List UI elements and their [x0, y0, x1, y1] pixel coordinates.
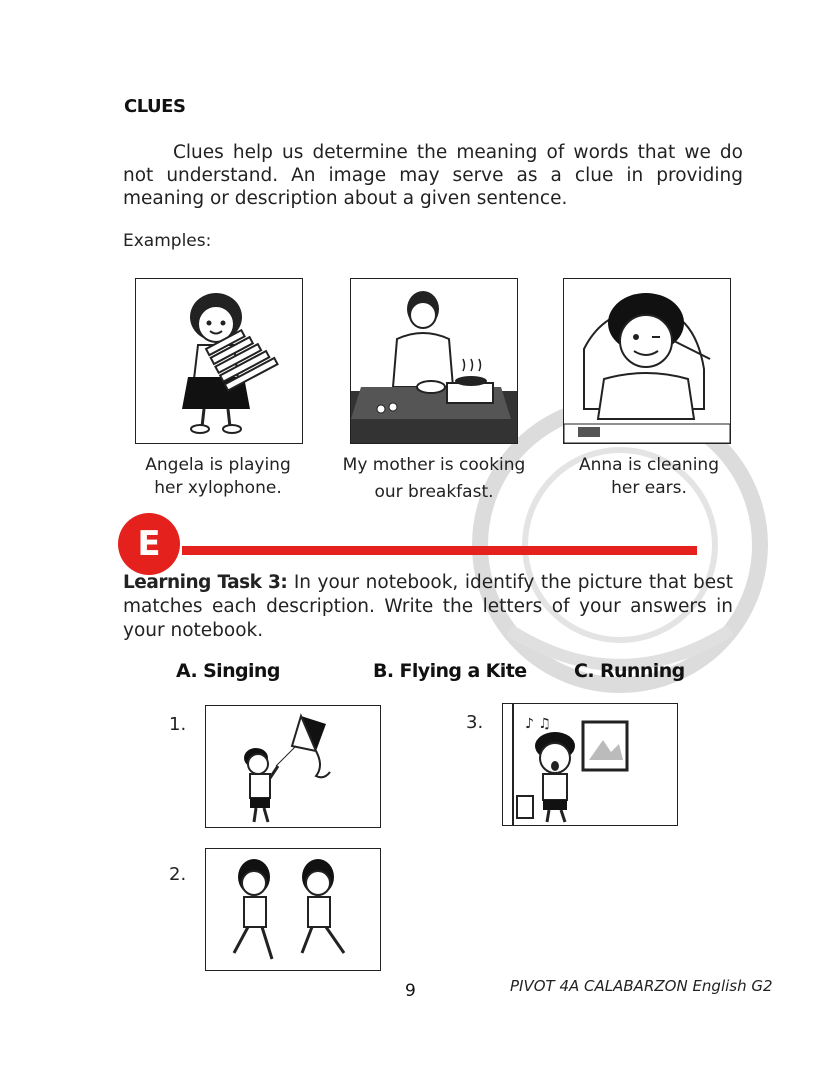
boy-singing-icon — [503, 704, 677, 825]
section-divider — [182, 546, 697, 555]
section-badge: E — [118, 513, 180, 575]
task-label: Learning Task 3: — [123, 572, 288, 593]
example-image-xylophone — [135, 278, 303, 444]
caption-line: Angela is playing — [145, 455, 291, 475]
girls-running-icon — [206, 849, 380, 970]
page-number: 9 — [405, 981, 416, 1001]
item-image-1 — [205, 705, 381, 828]
example-caption-3 — [539, 454, 759, 500]
task-instructions — [123, 571, 733, 643]
item-number-1: 1. — [169, 714, 187, 735]
item-number-2: 2. — [169, 864, 187, 885]
item-number-3: 3. — [466, 712, 484, 733]
mother-cooking-icon — [351, 279, 517, 443]
task-body: In your notebook, identify the picture that best matches each description. Write the letters of your answers in your notebook. — [123, 572, 733, 641]
choice-b: B. Flying a Kite — [373, 660, 527, 682]
section-title: CLUES — [124, 96, 186, 117]
boy-flying-kite-icon — [206, 706, 380, 827]
choice-c: C. Running — [574, 660, 685, 682]
intro-paragraph: Clues help us determine the meaning of words that we do not understand. An image may serve as a clue in providing meaning or description about a given sentence. — [123, 142, 743, 209]
girl-xylophone-icon — [136, 279, 302, 443]
caption-line: our breakfast. — [374, 482, 494, 502]
footer-text: PIVOT 4A CALABARZON English G2 — [510, 977, 773, 995]
example-image-cooking — [350, 278, 518, 444]
examples-label: Examples: — [123, 231, 212, 251]
caption-line: Anna is cleaning — [579, 455, 719, 475]
item-image-3 — [502, 703, 678, 826]
caption-line: her xylophone. — [154, 478, 282, 498]
girl-cleaning-ears-icon — [564, 279, 730, 443]
example-image-ears — [563, 278, 731, 444]
example-caption-2 — [324, 454, 544, 504]
item-image-2 — [205, 848, 381, 971]
caption-line: her ears. — [611, 478, 687, 498]
example-caption-1 — [108, 454, 328, 500]
choice-a: A. Singing — [176, 660, 280, 682]
svg-text:♪ ♫: ♪ ♫ — [525, 716, 551, 732]
caption-line: My mother is cooking — [342, 455, 526, 475]
